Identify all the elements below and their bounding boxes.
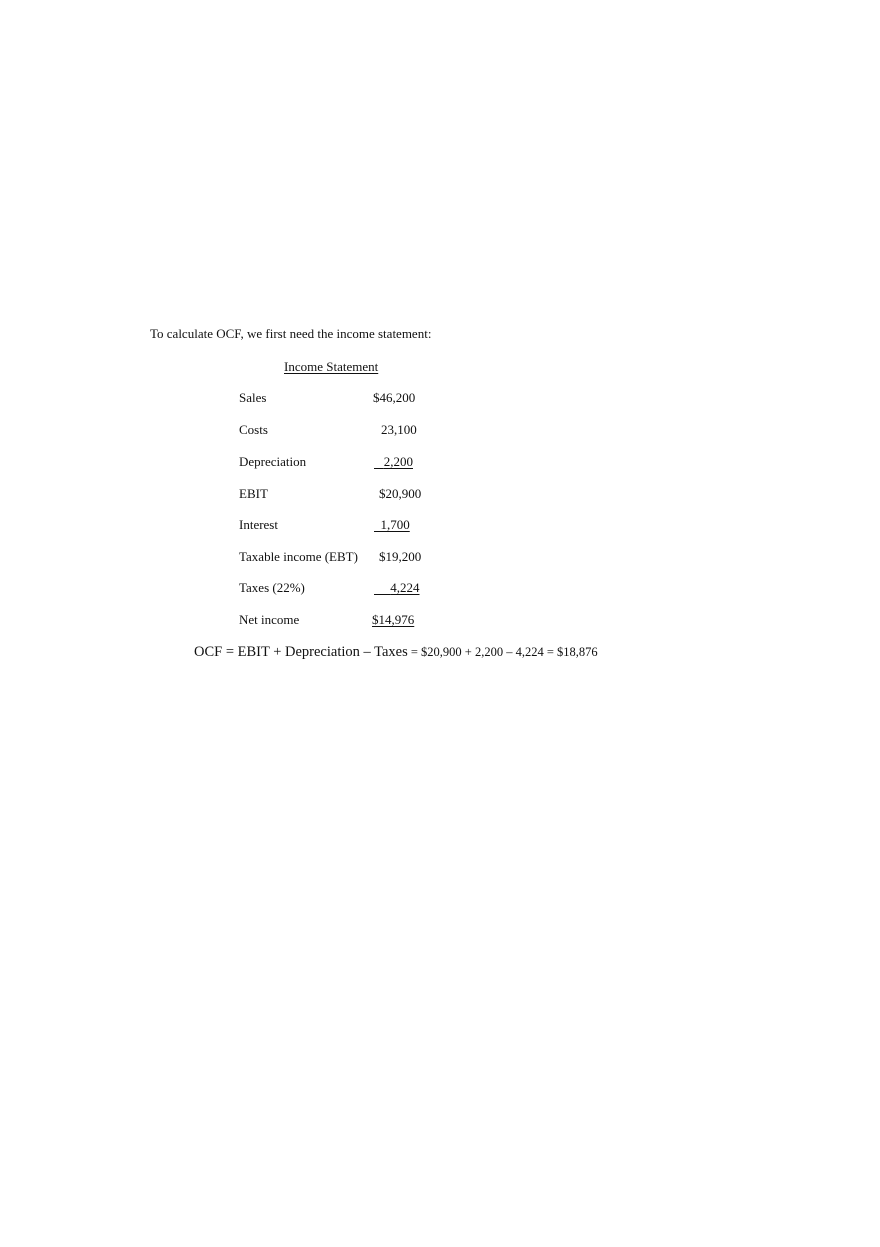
row-label-ebit: EBIT (239, 486, 268, 501)
ocf-formula (194, 644, 598, 661)
row-label-sales: Sales (239, 390, 267, 405)
ocf-formula-rhs: = $20,900 + 2,200 – 4,224 = $18,876 (407, 645, 598, 659)
row-value-sales: $46,200 (373, 390, 416, 405)
ocf-formula-lhs: OCF = EBIT + Depreciation – Taxes (194, 644, 408, 660)
row-label-depreciation: Depreciation (239, 454, 307, 469)
row-label-costs: Costs (239, 422, 268, 437)
row-value-depreciation: 2,200 (383, 454, 413, 469)
row-value-interest: 1,700 (380, 517, 410, 532)
row-value-ebit: $20,900 (379, 486, 422, 501)
row-label-net-income: Net income (239, 612, 300, 627)
intro-text: To calculate OCF, we first need the income statement: (150, 326, 432, 341)
row-label-interest: Interest (239, 517, 278, 532)
row-value-net-income: $14,976 (372, 612, 415, 627)
row-label-taxes: Taxes (22%) (239, 580, 305, 595)
row-label-taxable-income: Taxable income (EBT) (239, 549, 358, 564)
income-statement-title: Income Statement (284, 359, 379, 374)
row-value-taxable-income: $19,200 (379, 549, 422, 564)
row-value-costs: 23,100 (381, 422, 417, 437)
row-value-taxes: 4,224 (390, 580, 420, 595)
